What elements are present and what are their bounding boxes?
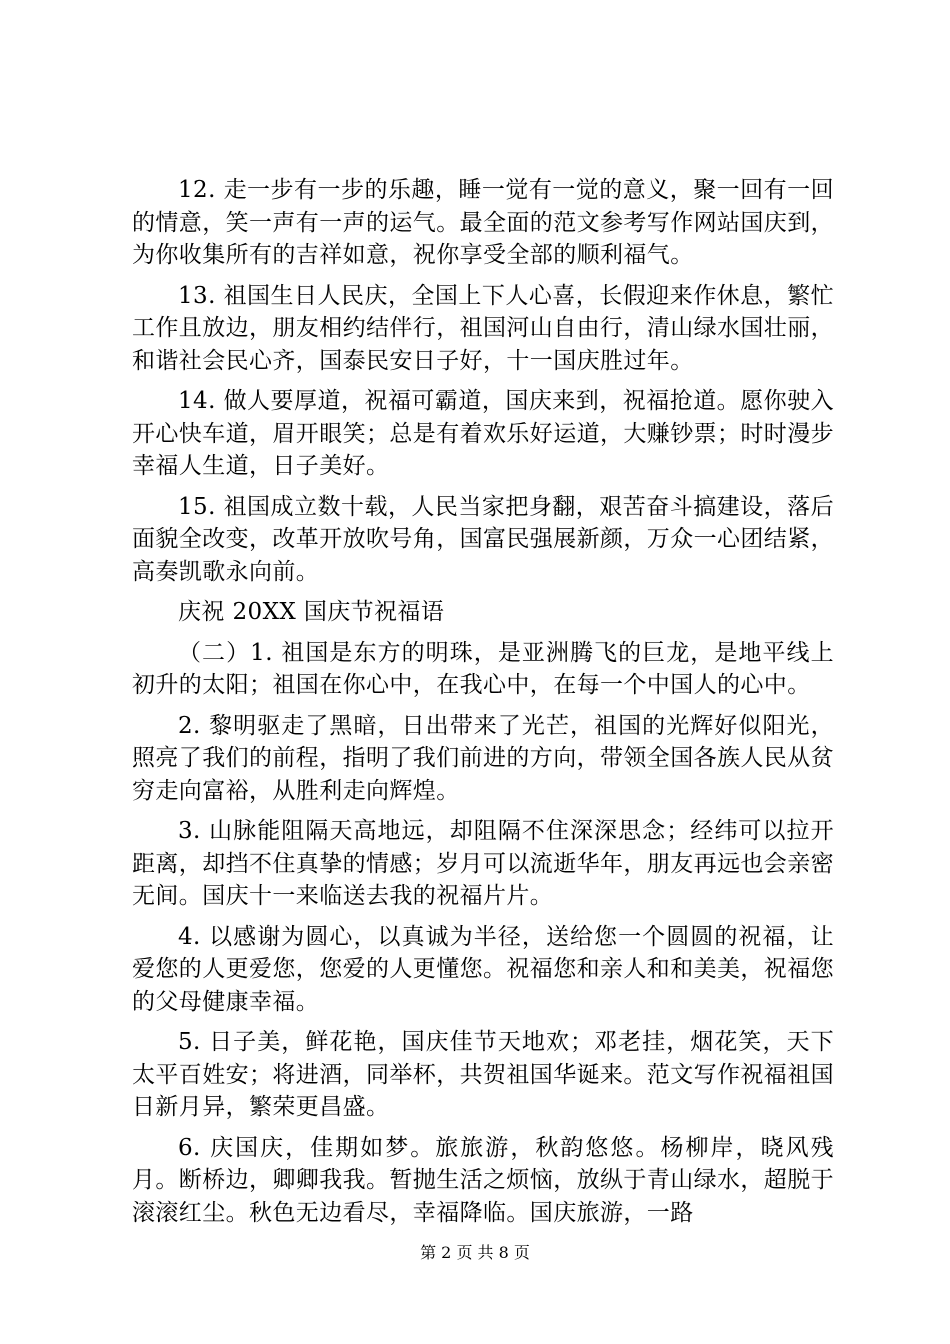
paragraph-2-6: 6. 庆国庆，佳期如梦。旅旅游，秋韵悠悠。杨柳岸，晓风残月。断桥边，卿卿我我。暂抛生活之烦恼，放纵于青山绿水，超脱于滚滚红尘。秋色无边看尽，幸福降临。国庆旅游，一路 <box>132 1134 834 1226</box>
paragraph-2-5: 5. 日子美，鲜花艳，国庆佳节天地欢；邓老挂，烟花笑，天下太平百姓安；将进酒，同举杯，共贺祖国华诞来。范文写作祝福祖国日新月异，繁荣更昌盛。 <box>132 1029 834 1120</box>
section-heading: 庆祝 20XX 国庆节祝福语 <box>178 599 445 625</box>
paragraph-2-1: （二）1. 祖国是东方的明珠，是亚洲腾飞的巨龙，是地平线上初升的太阳；祖国在你心中，在我心中，在每一个中国人的心中。 <box>132 639 834 698</box>
paragraph-2-2: 2. 黎明驱走了黑暗，日出带来了光芒，祖国的光辉好似阳光，照亮了我们的前程，指明了我们前进的方向，带领全国各族人民从贫穷走向富裕，从胜利走向辉煌。 <box>132 712 834 804</box>
paragraph-2-3: 3. 山脉能阻隔天高地远，却阻隔不住深深思念；经纬可以拉开距离，却挡不住真挚的情感；岁月可以流逝华年，朋友再远也会亲密无间。国庆十一来临送去我的祝福片片。 <box>132 818 834 909</box>
paragraph-13: 13. 祖国生日人民庆，全国上下人心喜，长假迎来作休息，繁忙工作且放边，朋友相约结伴行，祖国河山自由行，清山绿水国壮丽，和谐社会民心齐，国泰民安日子好，十一国庆胜过年。 <box>132 282 834 374</box>
paragraph-2-4: 4. 以感谢为圆心，以真诚为半径，送给您一个圆圆的祝福，让爱您的人更爱您，您爱的人更懂您。祝福您和亲人和和美美，祝福您的父母健康幸福。 <box>132 923 834 1015</box>
document-body <box>132 174 834 1237</box>
page-number-footer: 第 2 页 共 8 页 <box>420 1243 530 1262</box>
paragraph-15: 15. 祖国成立数十载，人民当家把身翻，艰苦奋斗搞建设，落后面貌全改变，改革开放吹号角，国富民强展新颜，万众一心团结紧，高奏凯歌永向前。 <box>132 493 834 585</box>
paragraph-12: 12. 走一步有一步的乐趣，睡一觉有一觉的意义，聚一回有一回的情意，笑一声有一声的运气。最全面的范文参考写作网站国庆到，为你收集所有的吉祥如意，祝你享受全部的顺利福气。 <box>132 177 834 268</box>
paragraph-14: 14. 做人要厚道，祝福可霸道，国庆来到，祝福抢道。愿你驶入开心快车道，眉开眼笑；总是有着欢乐好运道，大赚钞票；时时漫步幸福人生道，日子美好。 <box>132 388 834 479</box>
